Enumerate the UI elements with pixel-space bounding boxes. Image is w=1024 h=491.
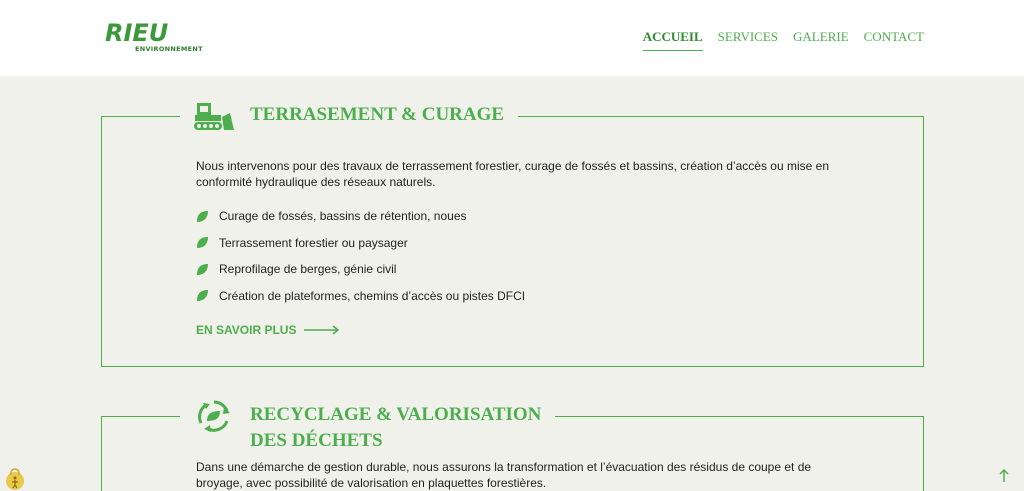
leaf-icon — [196, 210, 209, 223]
list-item — [196, 203, 525, 230]
service-description: Dans une démarche de gestion durable, nous assurons la transformation et l’évacuation des résidus de coupe et de broyage, avec possibilité de valorisation en plaquettes forestières. — [196, 460, 812, 490]
arrow-up-icon[interactable] — [998, 468, 1010, 484]
nav-contact[interactable]: CONTACT — [863, 29, 924, 44]
recycle-icon — [194, 399, 234, 433]
logo-text: RIEU — [105, 19, 169, 47]
service-title-line2: DES DÉCHETS — [250, 430, 383, 451]
accessibility-icon[interactable] — [5, 467, 25, 491]
arrow-right-icon — [304, 325, 340, 335]
service-title: TERRASEMENT & CURAGE — [250, 104, 505, 125]
nav-galerie[interactable]: GALERIE — [793, 29, 849, 44]
service-description: Nous intervenons pour des travaux de terrassement forestier, curage de fossés et bassins, création d’accès ou mise en conformité hydraulique des réseaux naturels. — [196, 159, 829, 189]
list-item-text: Reprofilage de berges, génie civil — [219, 262, 397, 277]
logo-subtext: ENVIRONNEMENT — [135, 45, 203, 53]
service-title — [250, 399, 541, 454]
site-header — [0, 0, 1024, 76]
leaf-icon — [196, 289, 209, 302]
card-heading — [180, 99, 518, 133]
leaf-icon — [196, 236, 209, 249]
list-item — [196, 283, 525, 310]
bulldozer-icon — [194, 99, 234, 133]
service-list — [196, 203, 525, 309]
service-card-terrassement — [101, 104, 924, 367]
service-title-line1: RECYCLAGE & VALORISATION — [250, 404, 542, 425]
list-item — [196, 230, 525, 257]
card-heading — [180, 399, 555, 455]
link-label: EN SAVOIR PLUS — [196, 323, 297, 337]
en-savoir-plus-link[interactable] — [196, 323, 340, 337]
list-item-text: Terrassement forestier ou paysager — [219, 235, 408, 250]
list-item — [196, 256, 525, 283]
service-card-recyclage — [101, 404, 924, 491]
main-nav — [643, 29, 924, 51]
nav-services[interactable]: SERVICES — [717, 29, 779, 44]
leaf-icon — [196, 263, 209, 276]
list-item-text: Curage de fossés, bassins de rétention, noues — [219, 209, 467, 224]
site-logo[interactable] — [105, 20, 210, 56]
nav-accueil[interactable]: ACCUEIL — [643, 29, 703, 51]
list-item-text: Création de plateformes, chemins d’accès ou pistes DFCI — [219, 288, 526, 303]
